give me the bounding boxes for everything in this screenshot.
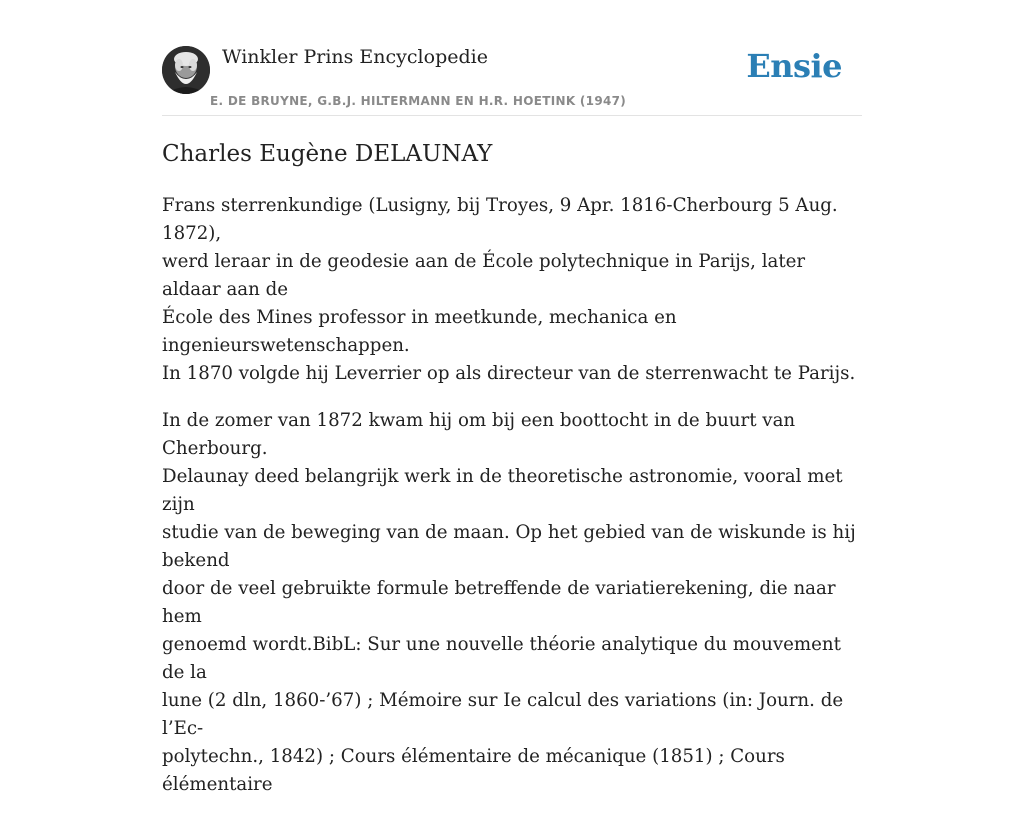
source-authors: E. DE BRUYNE, G.B.J. HILTERMANN EN H.R. HOETINK (1947) — [210, 94, 627, 108]
paragraph-line: studie van de beweging van de maan. Op het gebied van de wiskunde is hij bekend — [162, 522, 856, 571]
paragraph-line: Delaunay deed belangrijk werk in de theoretische astronomie, vooral met zijn — [162, 466, 843, 515]
paragraph-line: lune (2 dln, 1860-’67) ; Mémoire sur Ie calcul des variations (in: Journ. de l’Ec- — [162, 690, 844, 739]
paragraph-line: genoemd wordt.BibL: Sur une nouvelle théorie analytique du mouvement de la — [162, 634, 841, 683]
paragraph-line: Frans sterrenkundige (Lusigny, bij Troyes, 9 Apr. 1816-Cherbourg 5 Aug. 1872), — [162, 195, 838, 244]
article-paragraph — [162, 407, 862, 799]
paragraph-line: door de veel gebruikte formule betreffende de variatierekening, die naar hem — [162, 578, 836, 627]
article-paragraph — [162, 192, 862, 388]
source-title[interactable]: Winkler Prins Encyclopedie — [222, 46, 488, 68]
paragraph-line: In 1870 volgde hij Leverrier op als directeur van de sterrenwacht te Parijs. — [162, 363, 856, 384]
article-body — [162, 192, 862, 818]
paragraph-line: École des Mines professor in meetkunde, mechanica en ingenieurswetenschappen. — [162, 307, 677, 356]
paragraph-line: werd leraar in de geodesie aan de École polytechnique in Parijs, later aldaar aan de — [162, 251, 806, 300]
ensie-logo-link[interactable]: Ensie — [746, 47, 842, 85]
author-portrait-avatar[interactable] — [162, 46, 210, 94]
article-title: Charles Eugène DELAUNAY — [162, 141, 493, 167]
page — [162, 0, 862, 795]
paragraph-line: polytechn., 1842) ; Cours élémentaire de mécanique (1851) ; Cours élémentaire — [162, 746, 785, 795]
paragraph-line: In de zomer van 1872 kwam hij om bij een boottocht in de buurt van Cherbourg. — [162, 410, 796, 459]
source-header — [162, 0, 862, 116]
portrait-image-icon — [162, 46, 210, 94]
